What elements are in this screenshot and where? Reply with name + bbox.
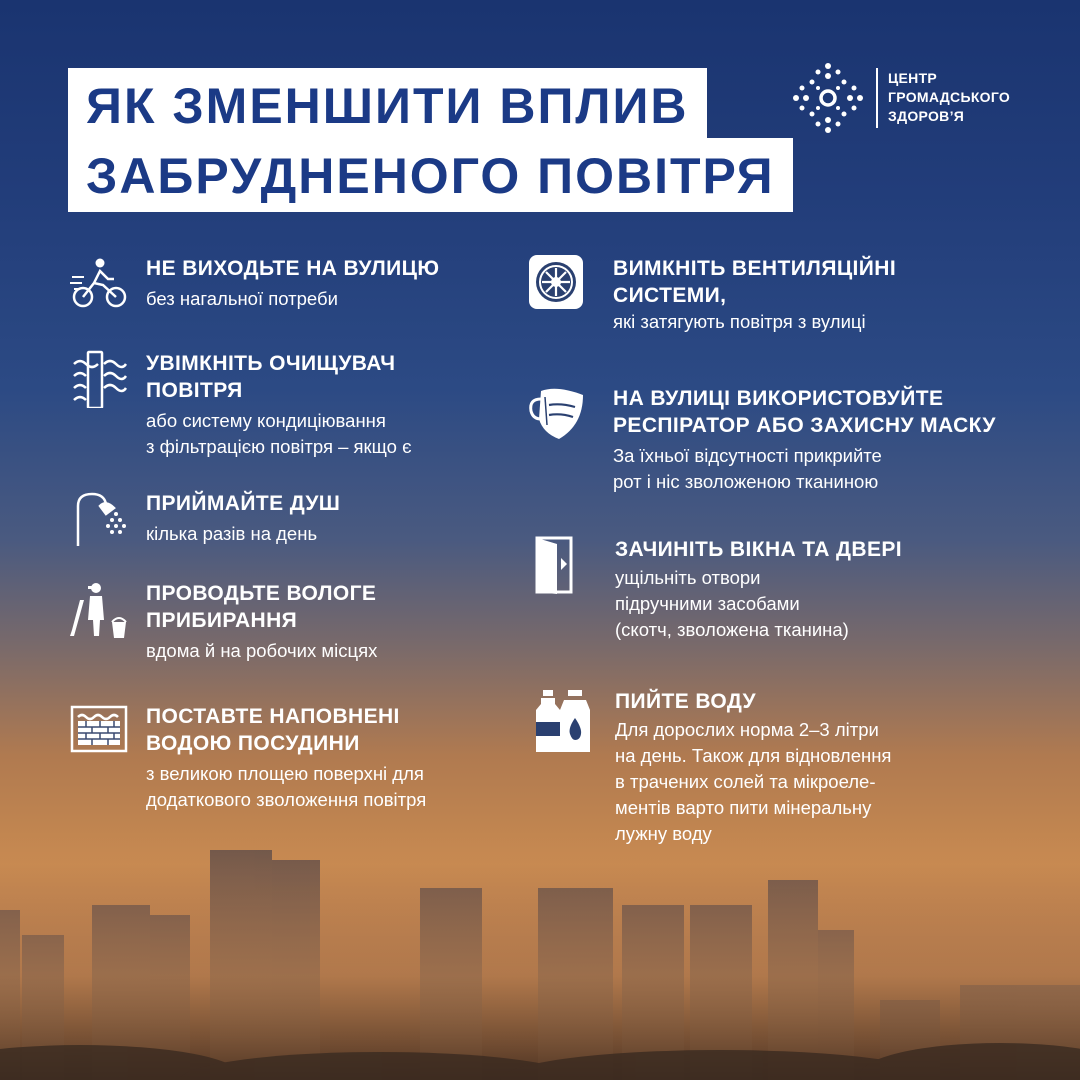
shower-icon bbox=[70, 490, 128, 548]
tip-heading-line: ПРИБИРАННЯ bbox=[146, 609, 298, 632]
cyclist-icon bbox=[70, 255, 128, 313]
tip-description-line: на день. Також для відновлення bbox=[615, 745, 892, 766]
tip-heading bbox=[146, 580, 377, 634]
tip-heading bbox=[146, 490, 340, 517]
tip-heading-line: ВОДОЮ ПОСУДИНИ bbox=[146, 732, 360, 755]
tip-heading-line: НА ВУЛИЦІ ВИКОРИСТОВУЙТЕ bbox=[613, 387, 944, 410]
tip-heading-line: ВИМКНІТЬ ВЕНТИЛЯЦІЙНІ bbox=[613, 257, 897, 280]
logo-text-line: ЦЕНТР bbox=[888, 70, 938, 86]
tip-heading-line: ПОВІТРЯ bbox=[146, 379, 243, 402]
tip-description-line: вдома й на робочих місцях bbox=[146, 640, 378, 661]
water-container-icon bbox=[70, 703, 128, 761]
tip-heading bbox=[613, 385, 996, 439]
tip-description-line: кілька разів на день bbox=[146, 523, 318, 544]
door-icon bbox=[527, 536, 585, 594]
tip-description-line: Для дорослих норма 2–3 літри bbox=[615, 719, 879, 740]
tip-description-line: рот і ніс зволоженою тканиною bbox=[613, 471, 879, 492]
tip-heading-line: ПРИЙМАЙТЕ ДУШ bbox=[146, 492, 341, 515]
tip-description bbox=[146, 286, 439, 312]
face-mask-icon bbox=[527, 385, 585, 443]
tip-description bbox=[613, 443, 996, 495]
tip-description bbox=[146, 521, 340, 547]
logo-dots-icon bbox=[790, 60, 866, 136]
logo-text-line: ГРОМАДСЬКОГО bbox=[888, 89, 1011, 105]
tip-description bbox=[146, 408, 412, 460]
tip-description-line: За їхньої відсутності прикрийте bbox=[613, 445, 882, 466]
tip-description-line: додаткового зволоження повітря bbox=[146, 789, 427, 810]
tip-heading bbox=[613, 255, 896, 309]
page-title-line-1: ЯК ЗМЕНШИТИ ВПЛИВ bbox=[68, 68, 707, 142]
tip-heading-line: ПИЙТЕ ВОДУ bbox=[615, 690, 756, 713]
logo-text bbox=[888, 69, 1010, 126]
public-health-center-logo bbox=[790, 60, 1030, 140]
tip-description-line: або систему кондиціювання bbox=[146, 410, 386, 431]
tip-description bbox=[146, 761, 426, 813]
tip-heading-line: ПОСТАВТЕ НАПОВНЕНІ bbox=[146, 705, 400, 728]
logo-divider bbox=[876, 68, 878, 128]
water-bottles-icon bbox=[534, 688, 592, 754]
tip-heading-line: НЕ ВИХОДЬТЕ НА ВУЛИЦЮ bbox=[146, 257, 440, 280]
page-title-line-2: ЗАБРУДНЕНОГО ПОВІТРЯ bbox=[68, 138, 793, 212]
tip-description-line: ущільніть отвори bbox=[615, 567, 761, 588]
ventilation-fan-icon bbox=[527, 253, 585, 311]
tip-description-line: без нагальної потреби bbox=[146, 288, 338, 309]
tip-description-line: підручними засобами bbox=[615, 593, 800, 614]
tip-heading-line: СИСТЕМИ, bbox=[613, 284, 727, 307]
tip-heading-line: ЗАЧИНІТЬ ВІКНА ТА ДВЕРІ bbox=[615, 538, 902, 561]
tip-heading bbox=[615, 536, 902, 563]
tip-heading-line: ПРОВОДЬТЕ ВОЛОГЕ bbox=[146, 582, 377, 605]
tip-description-line: ментів варто пити мінеральну bbox=[615, 797, 872, 818]
tip-heading bbox=[615, 688, 891, 715]
tip-description-line: які затягують повітря з вулиці bbox=[613, 311, 866, 332]
tip-description-line: (скотч, зволожена тканина) bbox=[615, 619, 849, 640]
cleaning-person-icon bbox=[70, 580, 128, 638]
tip-heading-line: УВІМКНІТЬ ОЧИЩУВАЧ bbox=[146, 352, 396, 375]
tip-description-line: з великою площею поверхні для bbox=[146, 763, 424, 784]
tip-description-line: з фільтрацією повітря – якщо є bbox=[146, 436, 412, 457]
tip-description bbox=[615, 565, 902, 643]
tip-description-line: в трачених солей та мікроеле- bbox=[615, 771, 876, 792]
air-purifier-icon bbox=[70, 350, 128, 408]
tip-description bbox=[146, 638, 377, 664]
logo-text-line: ЗДОРОВ’Я bbox=[888, 108, 965, 124]
tip-heading bbox=[146, 703, 426, 757]
tip-description bbox=[615, 717, 891, 847]
tip-heading bbox=[146, 350, 412, 404]
tip-description bbox=[613, 309, 896, 335]
tip-description-line: лужну воду bbox=[615, 823, 712, 844]
tip-heading bbox=[146, 255, 439, 282]
tip-heading-line: РЕСПІРАТОР АБО ЗАХИСНУ МАСКУ bbox=[613, 414, 996, 437]
